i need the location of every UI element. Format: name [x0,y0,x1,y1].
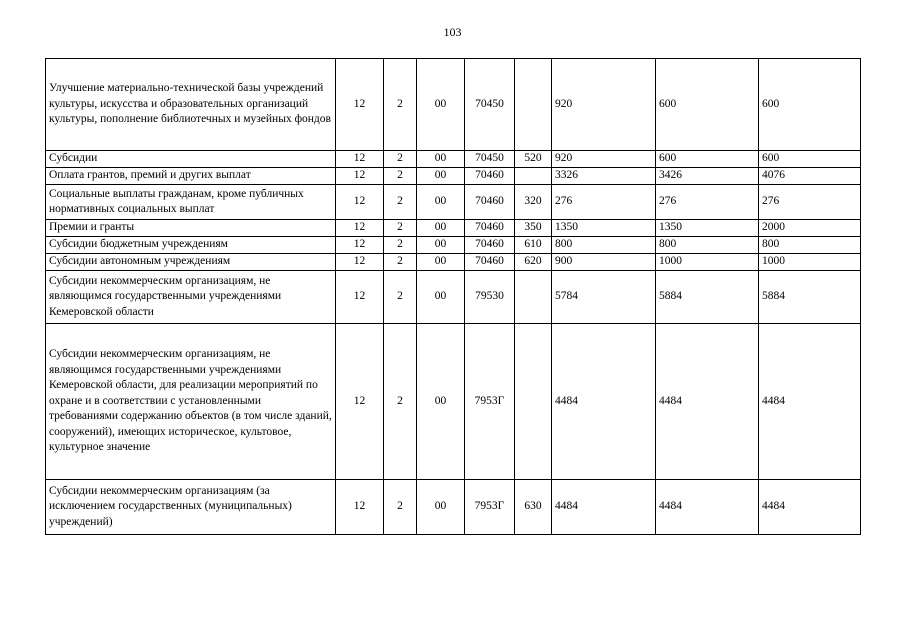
amount-year1-cell: 920 [552,59,656,151]
program-code-cell: 00 [417,237,465,254]
program-code-cell: 00 [417,185,465,220]
amount-year2-cell: 3426 [656,168,759,185]
subsection-code-cell: 2 [384,220,417,237]
program-code-cell: 00 [417,220,465,237]
section-code-cell: 12 [336,271,384,324]
program-code-cell: 00 [417,168,465,185]
target-code-cell: 70460 [465,185,515,220]
amount-year2-cell: 600 [656,151,759,168]
amount-year3-cell: 800 [759,237,861,254]
subsection-code-cell: 2 [384,59,417,151]
amount-year1-cell: 920 [552,151,656,168]
amount-year3-cell: 4484 [759,324,861,480]
subsection-code-cell: 2 [384,324,417,480]
amount-year3-cell: 600 [759,151,861,168]
row-name-cell: Субсидии некоммерческим организациям, не являющимся государственными учреждениями Кемеровской области, для реализации мероприятий по охране и в соответствии с установленными требованиями содержанию объектов (в том числе зданий, сооружений), имеющих историческое, культовое, культурное значение [46,324,336,480]
amount-year3-cell: 5884 [759,271,861,324]
target-code-cell: 7953Г [465,480,515,535]
row-name-cell: Оплата грантов, премий и других выплат [46,168,336,185]
expense-type-cell: 620 [515,254,552,271]
expense-type-cell: 630 [515,480,552,535]
amount-year2-cell: 276 [656,185,759,220]
section-code-cell: 12 [336,168,384,185]
amount-year3-cell: 4076 [759,168,861,185]
expense-type-cell [515,324,552,480]
amount-year3-cell: 276 [759,185,861,220]
table-row [46,168,861,185]
expense-type-cell [515,59,552,151]
subsection-code-cell: 2 [384,237,417,254]
program-code-cell: 00 [417,480,465,535]
amount-year2-cell: 5884 [656,271,759,324]
table-row [46,254,861,271]
expense-type-cell: 610 [515,237,552,254]
table-row [46,324,861,480]
table-row [46,237,861,254]
subsection-code-cell: 2 [384,185,417,220]
amount-year2-cell: 4484 [656,480,759,535]
program-code-cell: 00 [417,324,465,480]
row-name-cell: Социальные выплаты гражданам, кроме публичных нормативных социальных выплат [46,185,336,220]
row-name-cell: Улучшение материально-технической базы учреждений культуры, искусства и образовательных организаций культуры, пополнение библиотечных и музейных фондов [46,59,336,151]
table-row [46,59,861,151]
table-row [46,185,861,220]
target-code-cell: 70460 [465,168,515,185]
subsection-code-cell: 2 [384,271,417,324]
row-name-cell: Субсидии некоммерческим организациям (за исключением государственных (муниципальных) учреждений) [46,480,336,535]
program-code-cell: 00 [417,59,465,151]
target-code-cell: 79530 [465,271,515,324]
target-code-cell: 70450 [465,59,515,151]
budget-table [45,58,861,535]
expense-type-cell: 320 [515,185,552,220]
amount-year2-cell: 800 [656,237,759,254]
section-code-cell: 12 [336,59,384,151]
amount-year1-cell: 800 [552,237,656,254]
amount-year2-cell: 4484 [656,324,759,480]
amount-year3-cell: 1000 [759,254,861,271]
section-code-cell: 12 [336,185,384,220]
table-row [46,220,861,237]
section-code-cell: 12 [336,151,384,168]
amount-year3-cell: 4484 [759,480,861,535]
target-code-cell: 70460 [465,220,515,237]
section-code-cell: 12 [336,220,384,237]
section-code-cell: 12 [336,324,384,480]
target-code-cell: 70450 [465,151,515,168]
expense-type-cell [515,168,552,185]
table-row [46,151,861,168]
subsection-code-cell: 2 [384,151,417,168]
amount-year1-cell: 5784 [552,271,656,324]
amount-year3-cell: 2000 [759,220,861,237]
subsection-code-cell: 2 [384,168,417,185]
amount-year1-cell: 276 [552,185,656,220]
program-code-cell: 00 [417,254,465,271]
page-number: 103 [443,25,462,39]
amount-year1-cell: 900 [552,254,656,271]
subsection-code-cell: 2 [384,254,417,271]
amount-year1-cell: 3326 [552,168,656,185]
row-name-cell: Субсидии некоммерческим организациям, не являющимся государственными учреждениями Кемеровской области [46,271,336,324]
row-name-cell: Премии и гранты [46,220,336,237]
amount-year1-cell: 4484 [552,480,656,535]
amount-year1-cell: 1350 [552,220,656,237]
budget-table-body [46,59,861,535]
expense-type-cell: 520 [515,151,552,168]
subsection-code-cell: 2 [384,480,417,535]
expense-type-cell [515,271,552,324]
table-row [46,480,861,535]
expense-type-cell: 350 [515,220,552,237]
program-code-cell: 00 [417,151,465,168]
amount-year2-cell: 1350 [656,220,759,237]
amount-year2-cell: 600 [656,59,759,151]
program-code-cell: 00 [417,271,465,324]
row-name-cell: Субсидии [46,151,336,168]
amount-year1-cell: 4484 [552,324,656,480]
section-code-cell: 12 [336,480,384,535]
target-code-cell: 7953Г [465,324,515,480]
table-row [46,271,861,324]
row-name-cell: Субсидии бюджетным учреждениям [46,237,336,254]
row-name-cell: Субсидии автономным учреждениям [46,254,336,271]
section-code-cell: 12 [336,237,384,254]
section-code-cell: 12 [336,254,384,271]
amount-year2-cell: 1000 [656,254,759,271]
target-code-cell: 70460 [465,254,515,271]
amount-year3-cell: 600 [759,59,861,151]
target-code-cell: 70460 [465,237,515,254]
